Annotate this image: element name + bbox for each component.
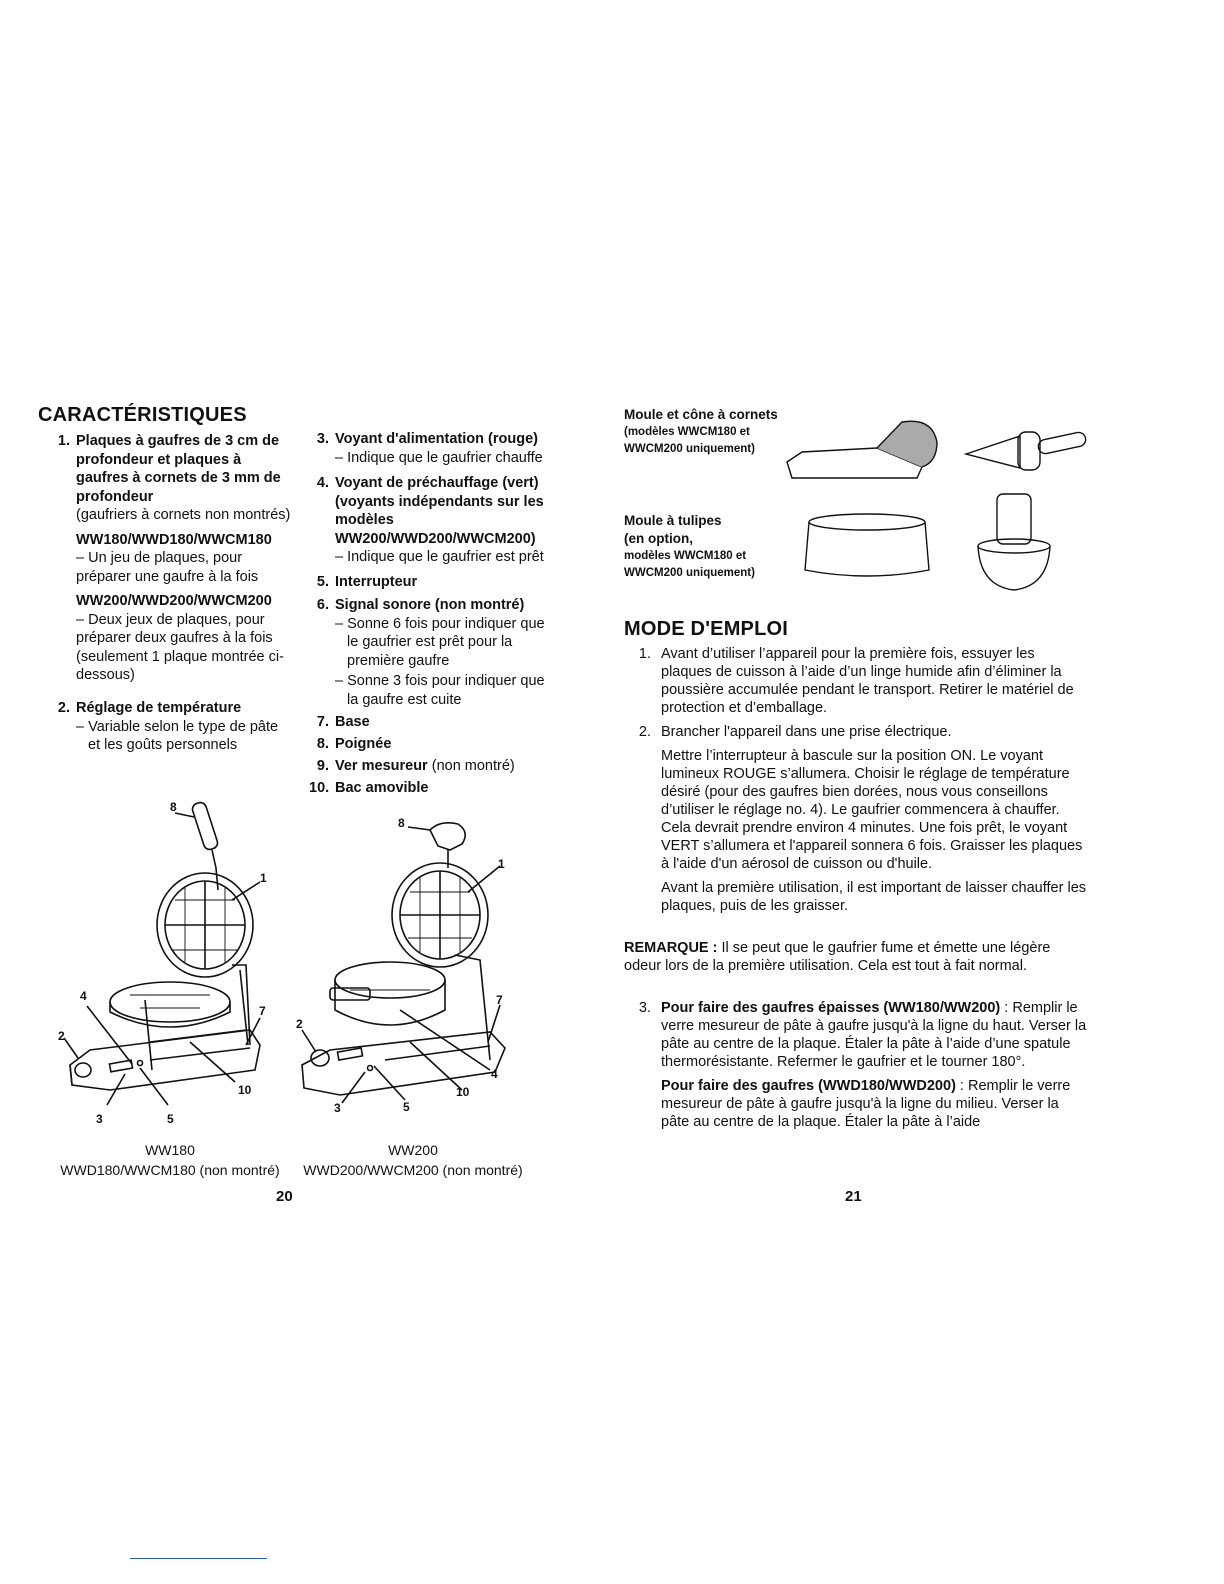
feature-item-6: 6. Signal sonore (non montré) – Sonne 6 fois pour indiquer que le gaufrier est prêt pour la première gaufre – Sonne 3 fois pour indiquer que la gaufre est cuite — [316, 597, 545, 708]
callout-3: 3 — [334, 1101, 341, 1115]
callout-7: 7 — [259, 1004, 266, 1018]
feature-item-1: 1. Plaques à gaufres de 3 cm de profondeur et plaques à gaufres à cornets de 3 mm de profondeur (gaufriers à cornets non montrés) WW180/WWD180/WWCM180 – Un jeu de plaques, pour préparer une gaufre à la fois WW200/WWD200/WWCM200 – Deux jeux de plaques, pour préparer deux gaufres à la fois (seulement 1 plaque montrée ci-dessous) — [57, 433, 291, 683]
waffle-maker-ww200-illustration — [290, 810, 520, 1130]
callout-2: 2 — [296, 1017, 303, 1031]
feature-item-4: 4. Voyant de préchauffage (vert) (voyants indépendants sur les modèles WW200/WWD200/WWCM200) – Indique que le gaufrier est prêt — [316, 475, 544, 565]
callout-10: 10 — [238, 1083, 252, 1097]
callout-2: 2 — [58, 1029, 65, 1043]
callout-4: 4 — [491, 1067, 498, 1081]
callout-7: 7 — [496, 993, 503, 1007]
instruction-step-1: 1. Avant d’utiliser l’appareil pour la première fois, essuyer les plaques de cuisson à l’aide d’un linge humide afin d’éliminer la poussière accumulée pendant le transport. Retirer le matériel de protection et d’emballage. — [638, 646, 1074, 716]
instruction-step-2: 2. Brancher l'appareil dans une prise électrique. Mettre l’interrupteur à bascule sur la position ON. Le voyant lumineux ROUGE s’allumera. Choisir le réglage de température désiré (pour des gaufres bien dorées, nous vous conseillons d’utiliser le réglage no. 4). Le gaufrier commencera à chauffer. Cela devrait prendre environ 4 minutes. Une fois prêt, le voyant VERT s’allumera et l'appareil sonnera 6 fois. Graisser les plaques à l'aide d'un aérosol de cuisson ou d'huile. Avant la première utilisation, il est important de laisser chauffer les plaques, puis de les graisser. — [638, 724, 1087, 914]
callout-3: 3 — [96, 1112, 103, 1126]
feature-item-8: 8. Poignée — [316, 736, 392, 752]
caption-ww180: WW180 WWD180/WWCM180 (non montré) — [60, 1142, 280, 1178]
callout-4: 4 — [80, 989, 87, 1003]
feature-item-10: 10. Bac amovible — [309, 780, 429, 796]
section-heading-mode-emploi: MODE D'EMPLOI — [624, 618, 789, 640]
callout-5: 5 — [403, 1100, 410, 1114]
page-number-left: 20 — [276, 1188, 293, 1205]
callout-1: 1 — [498, 857, 505, 871]
callout-10: 10 — [456, 1085, 470, 1099]
waffle-maker-ww180-illustration — [50, 780, 290, 1130]
callout-1: 1 — [260, 871, 267, 885]
cone-roller-illustration — [962, 418, 1092, 478]
section-heading-caracteristiques: CARACTÉRISTIQUES — [38, 404, 247, 426]
tulip-press-illustration — [975, 490, 1055, 595]
feature-item-2: 2. Réglage de température – Variable selon le type de pâte et les goûts personnels — [57, 700, 279, 753]
feature-item-7: 7. Base — [316, 714, 370, 730]
callout-5: 5 — [167, 1112, 174, 1126]
callout-8: 8 — [170, 800, 177, 814]
caption-ww200: WW200 WWD200/WWCM200 (non montré) — [303, 1142, 523, 1178]
note-remarque: REMARQUE : Il se peut que le gaufrier fume et émette une légère odeur lors de la première utilisation. Cela est tout à fait normal. — [624, 940, 1051, 974]
tulip-mold-illustration — [800, 510, 935, 580]
feature-item-3: 3. Voyant d'alimentation (rouge) – Indique que le gaufrier chauffe — [316, 431, 543, 466]
feature-item-5: 5. Interrupteur — [316, 574, 418, 590]
divider-line — [130, 1558, 267, 1559]
instruction-step-3: 3. Pour faire des gaufres épaisses (WW180/WW200) : Remplir le verre mesureur de pâte à gaufre jusqu'à la ligne du haut. Verser la pâte au centre de la plaque. Étaler la pâte à l’aide d’une spatule thermorésistante. Refermer le gaufrier et le tourner 180°. Pour faire des gaufres (WWD180/WWD200) : Remplir le verre mesureur de pâte à gaufre jusqu'à la ligne du milieu. Verser la pâte au centre de la plaque. Étaler la pâte à l’aide — [638, 1000, 1087, 1130]
feature-item-9: 9. Ver mesureur (non montré) — [316, 758, 515, 774]
page-number-right: 21 — [845, 1188, 862, 1205]
accessory-tulip-mold: Moule à tulipes (en option, modèles WWCM180 et WWCM200 uniquement) — [624, 513, 755, 579]
callout-8: 8 — [398, 816, 405, 830]
accessory-cone-mold: Moule et cône à cornets (modèles WWCM180 et WWCM200 uniquement) — [624, 407, 778, 455]
cone-mold-illustration — [782, 412, 942, 482]
